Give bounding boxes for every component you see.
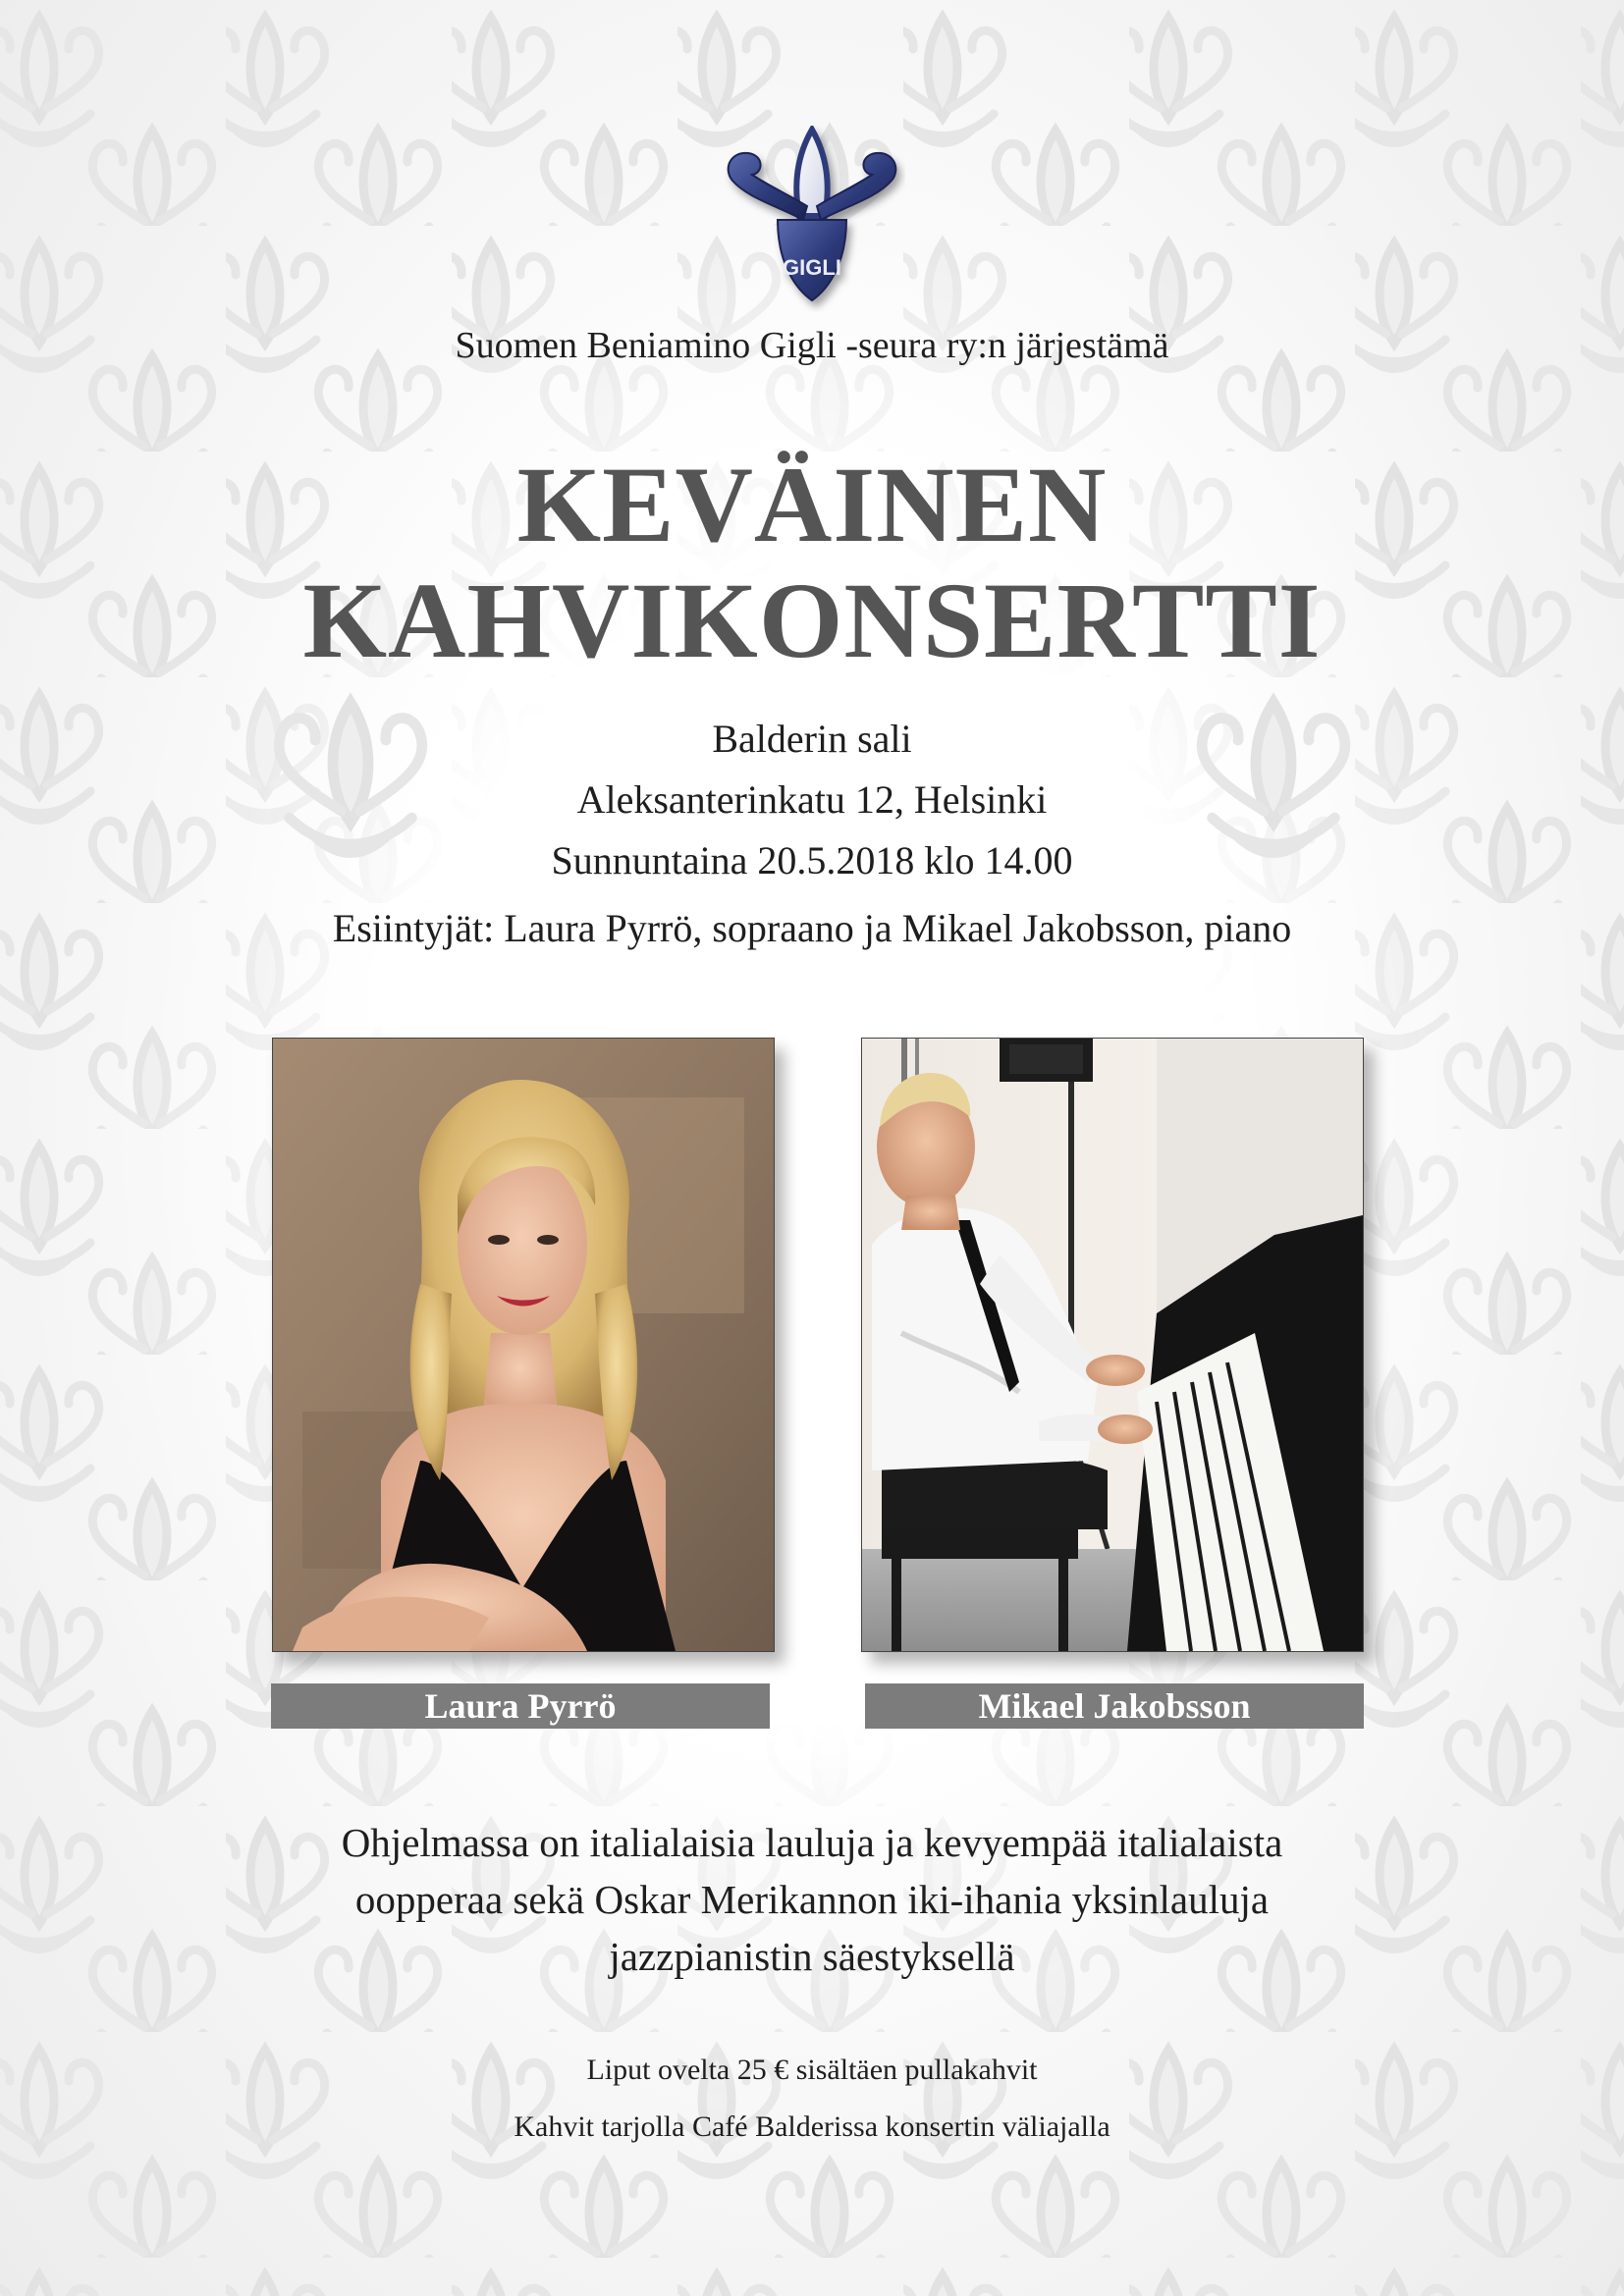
program-line-3: jazzpianistin säestyksellä xyxy=(609,1934,1015,1979)
coffee-info: Kahvit tarjolla Café Balderissa konsertin väliajalla xyxy=(514,2110,1110,2143)
venue-name: Balderin sali xyxy=(712,717,912,761)
poster-title xyxy=(0,447,1624,678)
venue-address: Aleksanterinkatu 12, Helsinki xyxy=(576,777,1048,822)
program-line-1: Ohjelmassa on italialaisia lauluja ja kevyempää italialaista xyxy=(341,1820,1283,1865)
pianist-photo xyxy=(861,1038,1364,1652)
title-line-2: KAHVIKONSERTTI xyxy=(302,561,1322,680)
performers-line: Esiintyjät: Laura Pyrrö, sopraano ja Mikael Jakobsson, piano xyxy=(332,906,1292,950)
pianist-caption: Mikael Jakobsson xyxy=(865,1683,1364,1729)
svg-text:GIGLI: GIGLI xyxy=(783,255,841,280)
organizer-line: Suomen Beniamino Gigli -seura ry:n järjestämä xyxy=(455,325,1169,366)
soprano-photo xyxy=(272,1038,775,1652)
gigli-society-logo-icon xyxy=(719,126,905,312)
soprano-caption: Laura Pyrrö xyxy=(271,1683,770,1729)
program-description xyxy=(0,1814,1624,1985)
ticket-info: Liput ovelta 25 € sisältäen pullakahvit xyxy=(586,2054,1038,2086)
venue-block xyxy=(0,709,1624,891)
event-datetime: Sunnuntaina 20.5.2018 klo 14.00 xyxy=(551,838,1073,882)
program-line-2: oopperaa sekä Oskar Merikannon iki-ihania yksinlauluja xyxy=(354,1877,1270,1922)
title-line-1: KEVÄINEN xyxy=(516,445,1108,564)
